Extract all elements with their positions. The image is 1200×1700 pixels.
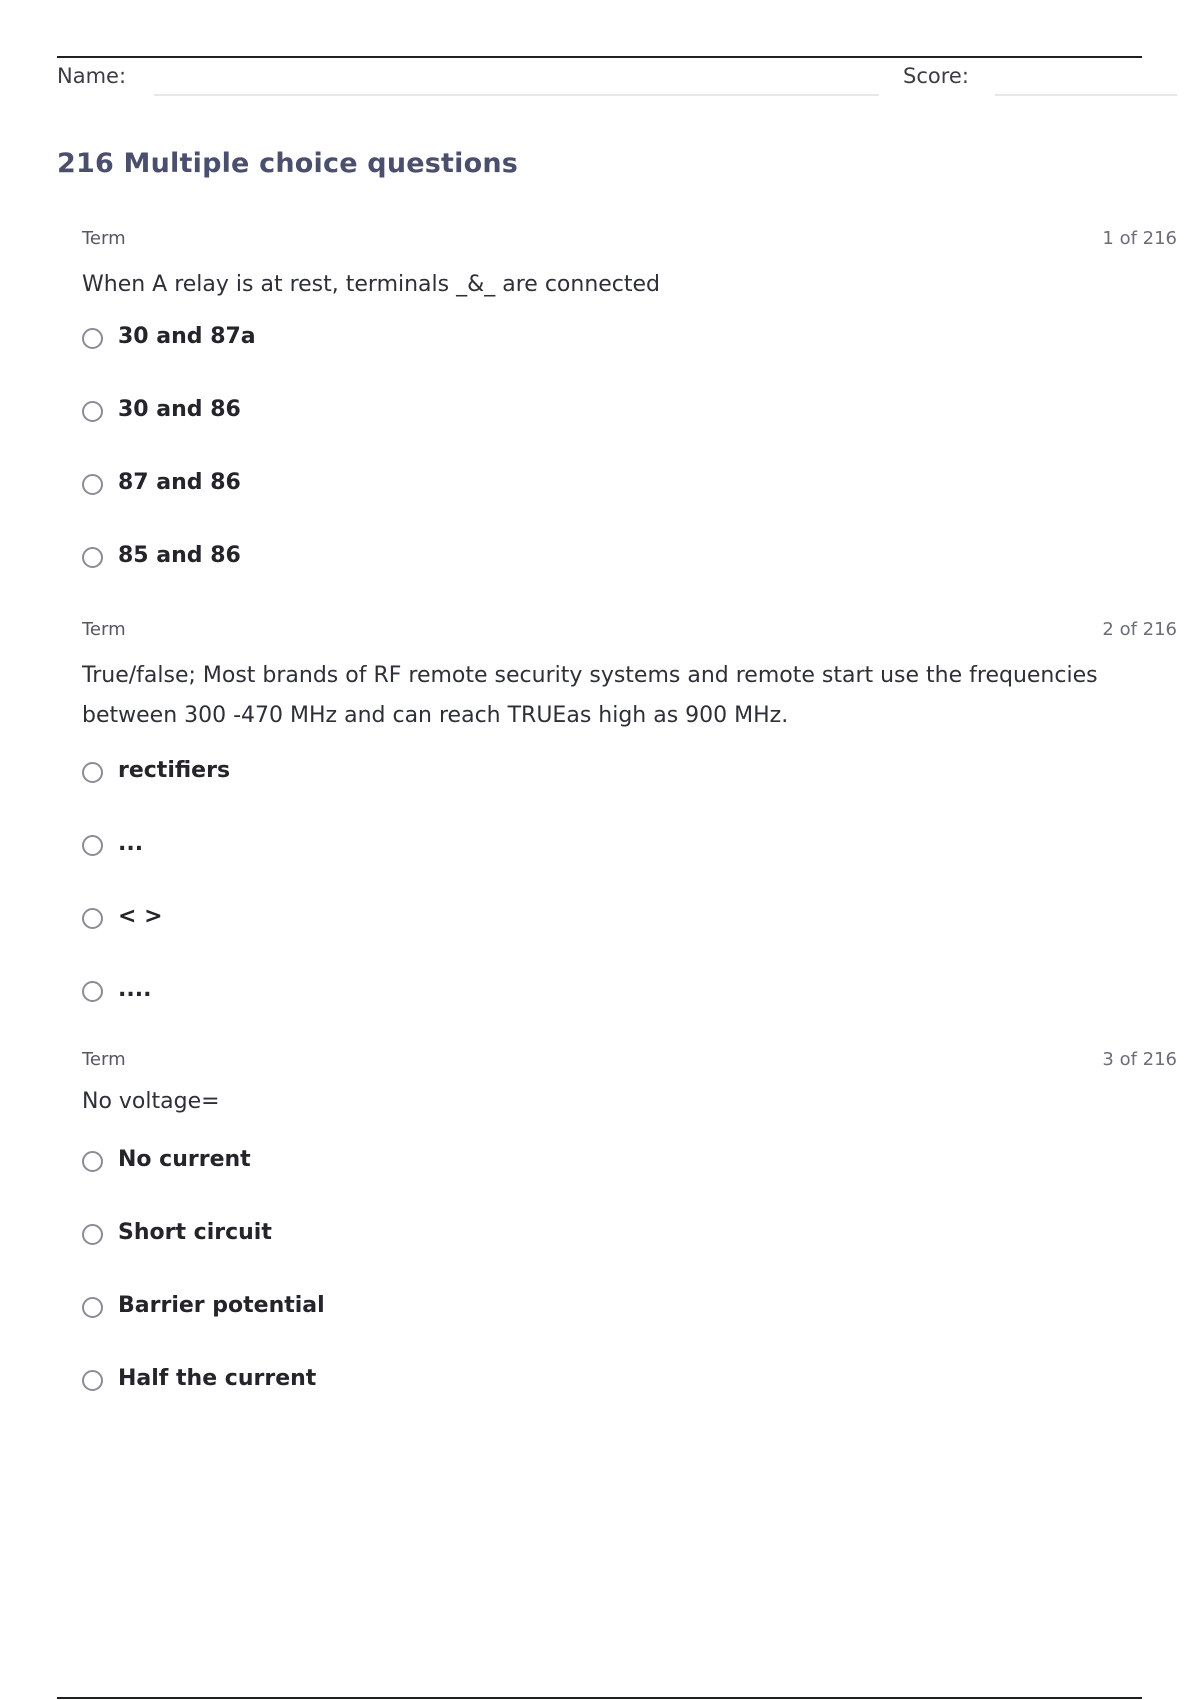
bottom-rule (57, 1697, 1142, 1699)
question-counter: 2 of 216 (1102, 619, 1177, 640)
radio-icon[interactable] (82, 1151, 103, 1172)
option-label: 30 and 87a (118, 324, 256, 349)
radio-icon[interactable] (82, 1224, 103, 1245)
radio-icon[interactable] (82, 328, 103, 349)
name-label: Name: (57, 64, 127, 88)
option-label: 87 and 86 (118, 470, 241, 495)
score-label: Score: (903, 64, 969, 88)
question-kind: Term (82, 228, 126, 249)
question-text: True/false; Most brands of RF remote security systems and remote start use the frequencies between 300 -470 MHz and can reach TRUEas high as 900 MHz. (82, 663, 1098, 728)
option-label: Half the current (118, 1366, 317, 1391)
score-field[interactable] (995, 94, 1177, 96)
name-field[interactable] (154, 94, 879, 96)
question-counter: 1 of 216 (1102, 228, 1177, 249)
option-label: No current (118, 1147, 251, 1172)
option-label: 85 and 86 (118, 543, 241, 568)
question-text: No voltage= (82, 1089, 220, 1114)
question-text: When A relay is at rest, terminals _&_ are connected (82, 272, 661, 297)
radio-icon[interactable] (82, 981, 103, 1002)
page-title: 216 Multiple choice questions (57, 148, 519, 179)
top-rule (57, 56, 1142, 58)
radio-icon[interactable] (82, 835, 103, 856)
option-label: rectifiers (118, 758, 231, 783)
option-label: 30 and 86 (118, 397, 241, 422)
question-1 (82, 228, 1177, 588)
question-2 (82, 619, 1177, 1019)
radio-icon[interactable] (82, 474, 103, 495)
option-label: < > (118, 904, 163, 929)
question-3 (82, 1049, 1177, 1409)
option-label: Barrier potential (118, 1293, 325, 1318)
radio-icon[interactable] (82, 401, 103, 422)
option-label: ... (118, 831, 144, 856)
radio-icon[interactable] (82, 547, 103, 568)
radio-icon[interactable] (82, 1370, 103, 1391)
question-kind: Term (82, 1049, 126, 1070)
option-label: Short circuit (118, 1220, 272, 1245)
header-row (57, 62, 1177, 98)
question-kind: Term (82, 619, 126, 640)
radio-icon[interactable] (82, 762, 103, 783)
option-label: .... (118, 977, 152, 1002)
question-counter: 3 of 216 (1102, 1049, 1177, 1070)
radio-icon[interactable] (82, 1297, 103, 1318)
radio-icon[interactable] (82, 908, 103, 929)
